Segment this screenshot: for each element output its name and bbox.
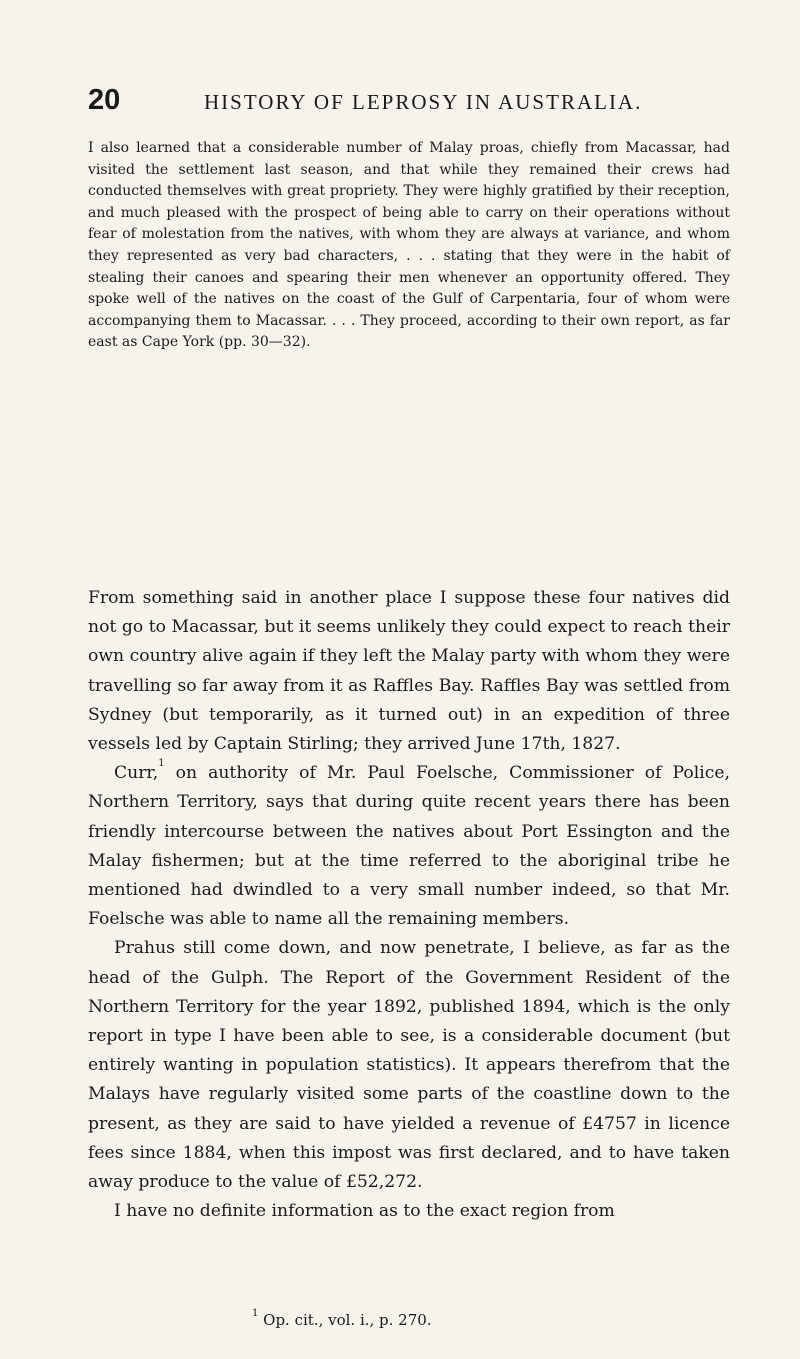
paragraph-2 — [88, 759, 730, 934]
page-number: 20 — [88, 84, 121, 116]
paragraph-2-lead: Curr, — [114, 763, 159, 784]
page-header — [88, 82, 740, 122]
running-title: HISTORY OF LEPROSY IN AUSTRALIA. — [204, 90, 643, 114]
paragraph-2-rest: on authority of Mr. Paul Foelsche, Commissioner of Police, Northern Territory, says that during quite recent years there has been friendly intercourse between the natives about Port Essington and the Malay fishermen; but at the time referred to the aboriginal tribe he mentioned had dwindled to a very small number indeed, so that Mr. Foelsche was able to name all the remaining members. — [88, 763, 730, 930]
footnote-reference: 1 — [158, 758, 165, 770]
paragraph-1: From something said in another place I suppose these four natives did not go to Macassar, but it seems unlikely they could expect to reach their own country alive again if they left the Malay party with whom they were travelling so far away from it as Raffles Bay. Raffles Bay was settled from Sydney (but temporarily, as it turned out) in an expedition of three vessels led by Captain Stirling; they arrived June 17th, 1827. — [88, 588, 730, 755]
paragraph-4: I have no definite information as to the exact region from — [114, 1201, 615, 1222]
body-text — [88, 584, 730, 1226]
footnote-text: Op. cit., vol. i., p. 270. — [258, 1311, 432, 1329]
footnote-marker: 1 — [252, 1308, 259, 1319]
footnote — [252, 1309, 432, 1331]
paragraph-3: Prahus still come down, and now penetrate, I believe, as far as the head of the Gulph. The Report of the Government Resident of the Northern Territory for the year 1892, published 1894, which is the only report in type I have been able to see, is a considerable document (but entirely wanting in population statistics). It appears therefrom that the Malays have regularly visited some parts of the coastline down to the present, as they are said to have yielded a revenue of £4757 in licence fees since 1884, when this impost was first declared, and to have taken away produce to the value of £52,272. — [88, 938, 730, 1193]
block-quote: I also learned that a considerable number of Malay proas, chiefly from Macassar, had visited the settlement last season, and that while they remained their crews had conducted themselves with great propriety. They were highly gratified by their reception, and much pleased with the prospect of being able to carry on their operations without fear of molestation from the natives, with whom they are always at variance, and whom they represented as very bad characters, . . . stating that they were in the habit of stealing their canoes and spearing their men whenever an opportunity offered. They spoke well of the natives on the coast of the Gulf of Carpentaria, four of whom were accompanying them to Macassar. . . . They proceed, according to their own report, as far east as Cape York (pp. 30—32). — [88, 140, 730, 351]
